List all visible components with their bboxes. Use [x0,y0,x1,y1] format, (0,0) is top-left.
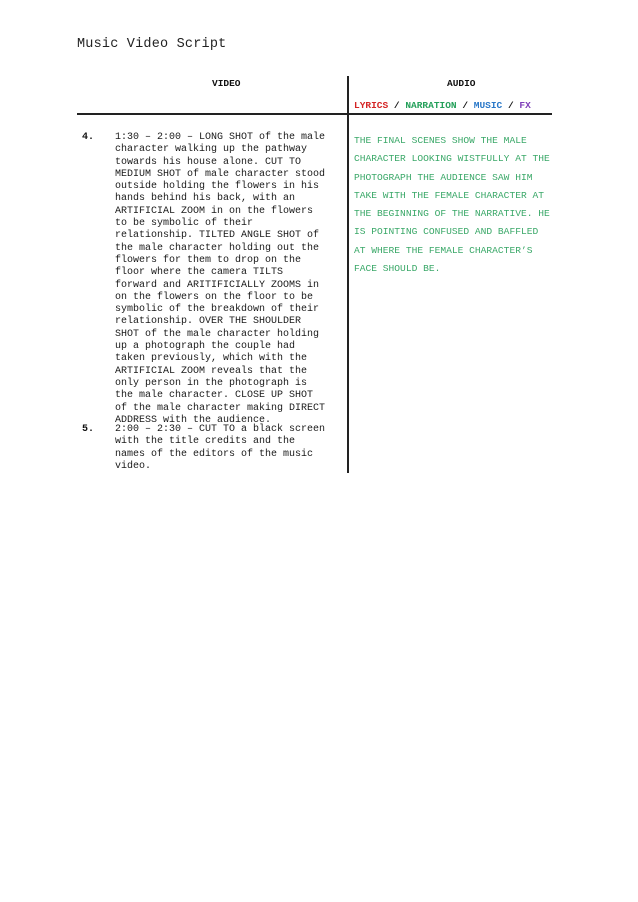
video-description: 2:00 – 2:30 – CUT TO a black screen with the title credits and the names of the editors of the music video. [115,424,326,472]
page-title: Music Video Script [77,37,227,52]
legend-lyrics: LYRICS [354,100,389,111]
legend-music: MUSIC [473,100,503,111]
audio-narration-text: THE FINAL SCENES SHOW THE MALE CHARACTER LOOKING WISTFULLY AT THE PHOTOGRAPH THE AUDIENCE SAW HIM TAKE WITH THE FEMALE CHARACTER AT THE BEGINNING OF THE NARRATIVE. HE IS POINTING CONFUSED AND BAFFLED AT WHERE THE FEMALE CHARACTER’S FACE SHOULD BE. [354,135,550,275]
legend-separator: / [456,100,474,111]
video-column-header: VIDEO [212,78,241,89]
legend-separator: / [502,100,520,111]
row-number: 5. [82,424,95,435]
header-rule [77,113,552,115]
legend-separator: / [388,100,406,111]
legend-fx: FX [519,100,531,111]
audio-legend [354,100,531,111]
column-divider [347,76,349,473]
row-number: 4. [82,132,95,143]
audio-column-header: AUDIO [447,78,476,89]
video-description: 1:30 – 2:00 – LONG SHOT of the male character walking up the pathway towards his house alone. CUT TO MEDIUM SHOT of male character stood outside holding the flowers in his hands behind his back, with an ARTIFICIAL ZOOM in on the flowers to be symbolic of their relationship. TILTED ANGLE SHOT of the male character holding out the flowers for them to drop on the floor where the camera TILTS forward and ARITIFICIALLY ZOOMS in on the flowers on the floor to be symbolic of the breakdown of their relationship. OVER THE SHOULDER SHOT of the male character holding up a photograph the couple had taken previously, which with the ARTIFICIAL ZOOM reveals that the only person in the photograph is the male character. CLOSE UP SHOT of the male character making DIRECT ADDRESS with the audience. [115,132,326,426]
legend-narration: NARRATION [405,100,457,111]
